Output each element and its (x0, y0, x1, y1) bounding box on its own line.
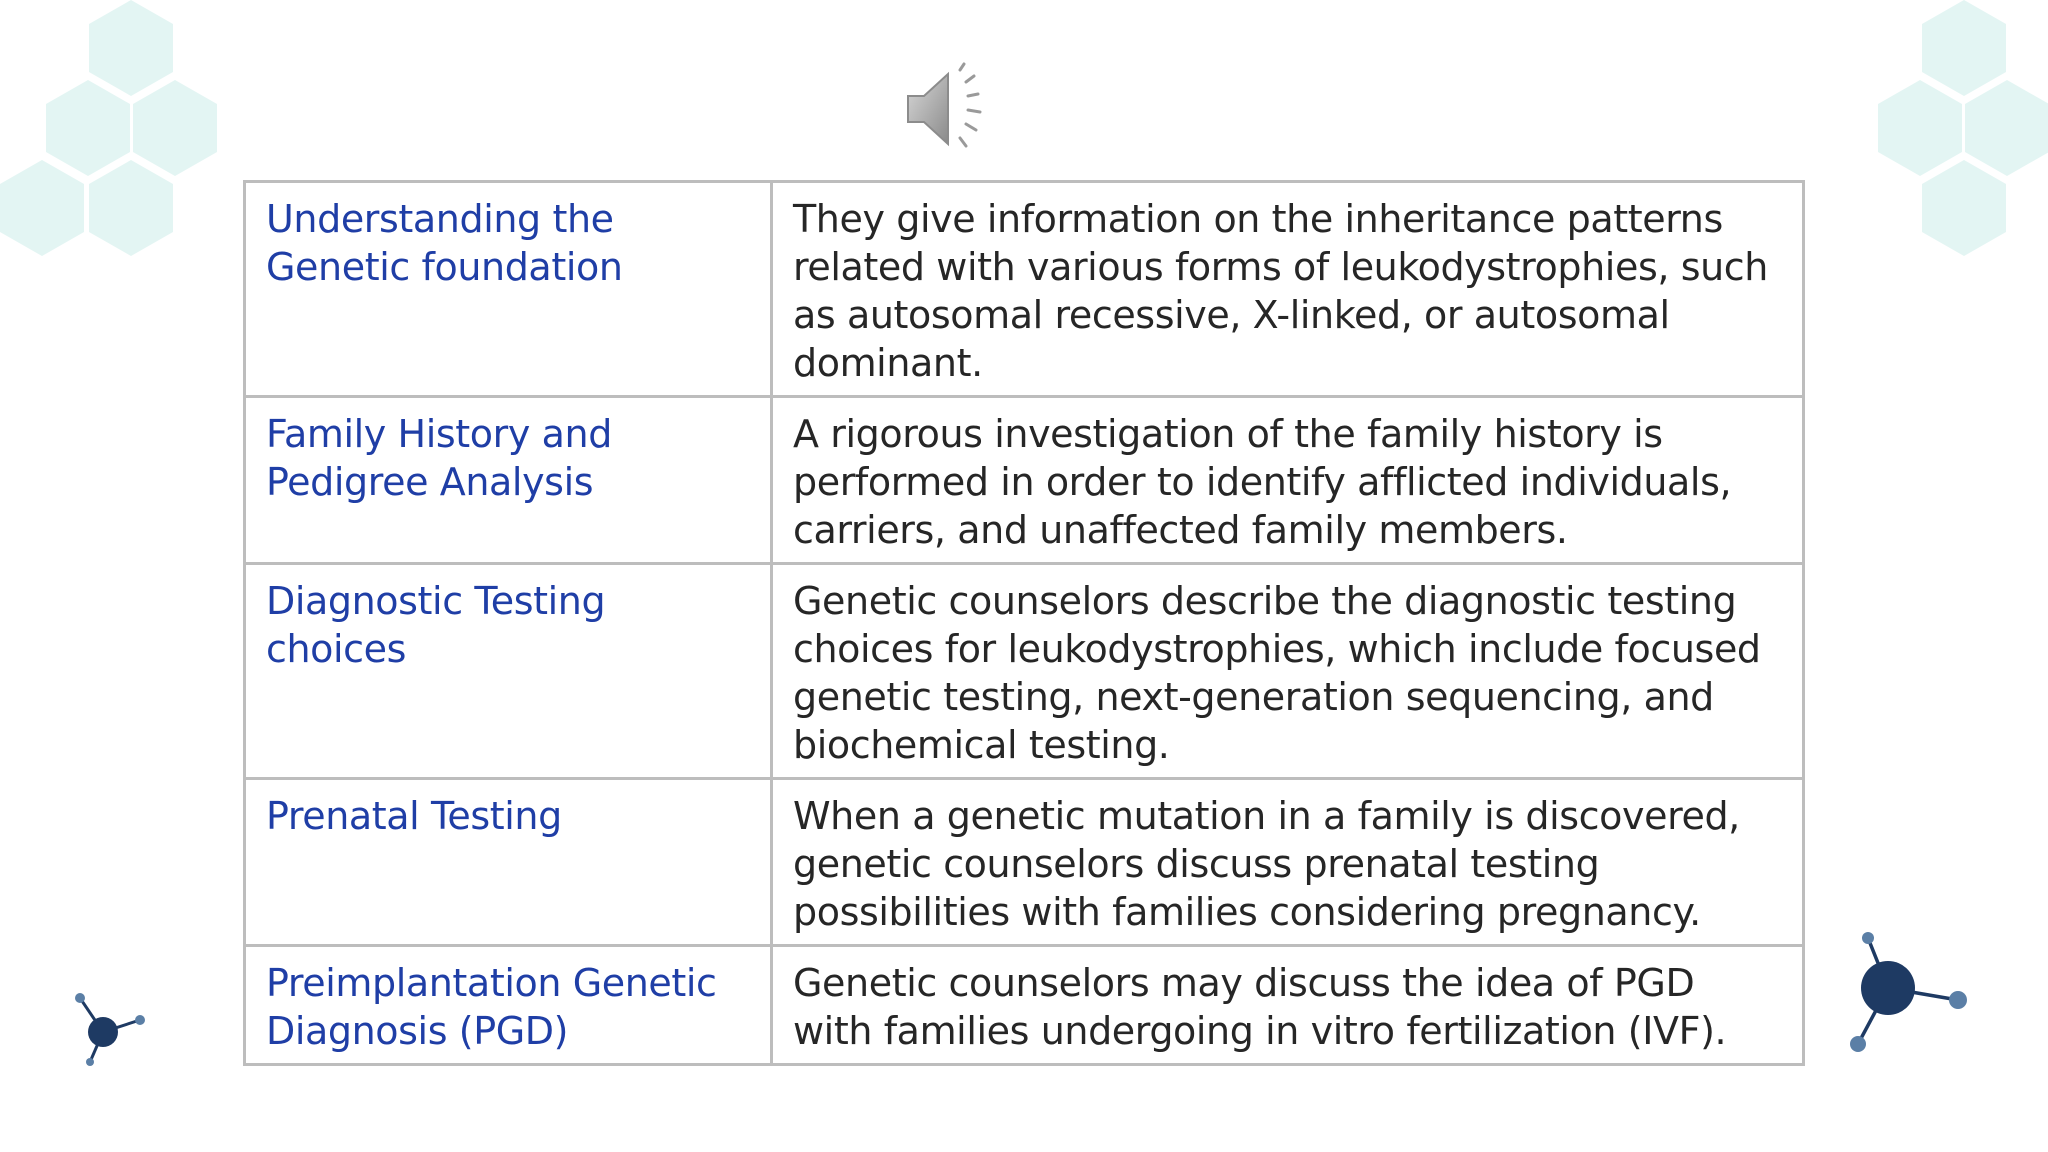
table-row (245, 779, 1804, 946)
hexagon-pattern-left (0, 0, 230, 260)
hexagon-pattern-right (1876, 0, 2048, 260)
topic-cell: Diagnostic Testing choices (245, 564, 772, 779)
hexagon (1922, 0, 2006, 96)
table-row (245, 946, 1804, 1065)
hexagon (89, 0, 173, 96)
hexagon (1878, 80, 1962, 176)
description-cell: A rigorous investigation of the family history is performed in order to identify afflicted individuals, carriers, and unaffected family members. (772, 397, 1804, 564)
hexagon (46, 80, 130, 176)
molecule-icon-right (1840, 928, 1980, 1058)
hexagon (0, 160, 84, 256)
topic-cell: Family History and Pedigree Analysis (245, 397, 772, 564)
speaker-icon[interactable] (902, 60, 1002, 156)
description-cell: Genetic counselors describe the diagnostic testing choices for leukodystrophies, which include focused genetic testing, next-generation sequencing, and biochemical testing. (772, 564, 1804, 779)
molecule-icon-left (66, 988, 156, 1068)
description-cell: They give information on the inheritance patterns related with various forms of leukodystrophies, such as autosomal recessive, X-linked, or autosomal dominant. (772, 182, 1804, 397)
topic-cell: Preimplantation Genetic Diagnosis (PGD) (245, 946, 772, 1065)
hexagon (1922, 160, 2006, 256)
hexagon (1965, 80, 2048, 176)
hexagon (89, 160, 173, 256)
content-table (243, 180, 1805, 1066)
table-row (245, 182, 1804, 397)
hexagon (133, 80, 217, 176)
table-row (245, 397, 1804, 564)
topic-cell: Prenatal Testing (245, 779, 772, 946)
table-row (245, 564, 1804, 779)
topic-cell: Understanding the Genetic foundation (245, 182, 772, 397)
description-cell: Genetic counselors may discuss the idea of PGD with families undergoing in vitro fertilization (IVF). (772, 946, 1804, 1065)
description-cell: When a genetic mutation in a family is discovered, genetic counselors discuss prenatal testing possibilities with families considering pregnancy. (772, 779, 1804, 946)
